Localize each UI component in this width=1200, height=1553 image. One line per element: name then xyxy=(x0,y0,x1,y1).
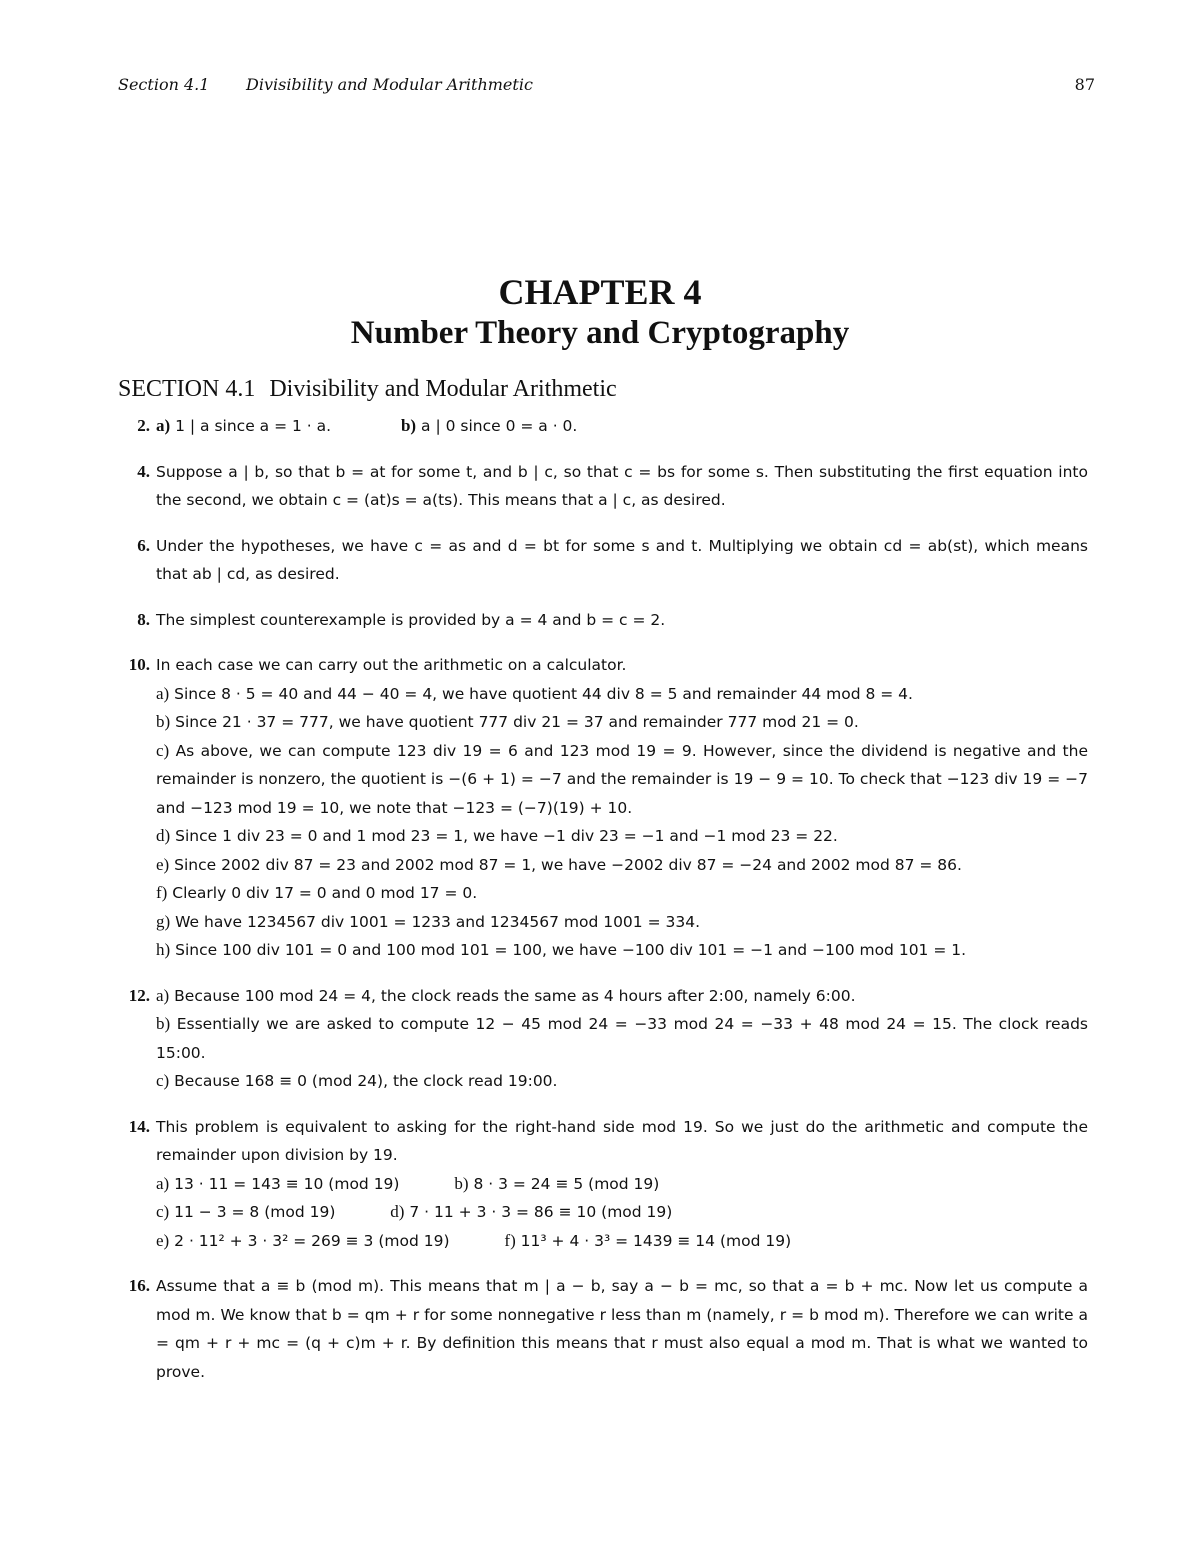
exercise-intro: In each case we can carry out the arithmetic on a calculator. xyxy=(156,656,627,674)
exercise-text: The simplest counterexample is provided by a = 4 and b = c = 2. xyxy=(156,610,666,629)
exercise-parts-row xyxy=(156,1227,1088,1256)
exercise-16 xyxy=(118,1272,1088,1386)
exercise-part-c xyxy=(156,1067,1088,1096)
exercise-intro: This problem is equivalent to asking for the right-hand side mod 19. So we just do the arithmetic and compute the remainder upon division by 19. xyxy=(156,1117,1088,1164)
part-label: c) xyxy=(156,1202,170,1221)
part-label: b) xyxy=(156,712,171,731)
part-text: Since 8 · 5 = 40 and 44 − 40 = 4, we have quotient 44 div 8 = 5 and remainder 44 mod 8 = 4. xyxy=(174,684,913,703)
exercise-part-a xyxy=(156,982,1088,1011)
exercise-14 xyxy=(118,1113,1088,1256)
exercise-number: 16. xyxy=(128,1276,150,1295)
running-head-title: Divisibility and Modular Arithmetic xyxy=(246,75,533,94)
part-text: Because 100 mod 24 = 4, the clock reads the same as 4 hours after 2:00, namely 6:00. xyxy=(174,986,856,1005)
part-label: a) xyxy=(156,1173,170,1193)
running-head xyxy=(118,75,1095,99)
exercise-part-g xyxy=(156,908,1088,937)
part-label: f) xyxy=(156,883,168,902)
part-text: 8 · 3 = 24 ≡ 5 (mod 19) xyxy=(473,1174,660,1193)
exercise-number: 14. xyxy=(128,1116,150,1136)
exercise-2 xyxy=(118,412,1088,441)
part-label: b) xyxy=(156,1014,171,1033)
part-text: 2 · 11² + 3 · 3² = 269 ≡ 3 (mod 19) xyxy=(174,1231,450,1250)
exercise-line xyxy=(156,412,1088,441)
part-text: a | 0 since 0 = a · 0. xyxy=(421,417,578,435)
exercise-number: 4. xyxy=(137,461,150,481)
part-label: d) xyxy=(390,1202,405,1221)
exercise-part-e xyxy=(156,851,1088,880)
part-label: a) xyxy=(156,683,170,703)
chapter-title: Number Theory and Cryptography xyxy=(350,315,850,351)
exercise-list xyxy=(118,412,1088,1403)
part-text: Since 21 · 37 = 777, we have quotient 777 div 21 = 37 and remainder 777 mod 21 = 0. xyxy=(175,713,859,731)
part-label: c) xyxy=(156,740,170,760)
part-text: 1 | a since a = 1 · a. xyxy=(175,417,332,435)
section-heading xyxy=(118,373,617,405)
exercise-text: Under the hypotheses, we have c = as and d = bt for some s and t. Multiplying we obtain cd = ab(st), which means that ab | cd, as desired. xyxy=(156,536,1088,583)
exercise-part-c xyxy=(156,737,1088,823)
section-title: Divisibility and Modular Arithmetic xyxy=(269,376,617,402)
part-text: As above, we can compute 123 div 19 = 6 and 123 mod 19 = 9. However, since the dividend is negative and the remainder is nonzero, the quotient is −(6 + 1) = −7 and the remainder is 19 − 9 = 10. To check that −123 div 19 = −7 and −123 mod 19 = 10, we note that −123 = (−7)(19) + 10. xyxy=(156,741,1088,817)
exercise-number: 6. xyxy=(137,535,150,555)
chapter-label: CHAPTER 4 xyxy=(498,272,702,312)
exercise-part-f xyxy=(156,879,1088,908)
section-number: SECTION 4.1 xyxy=(118,376,256,402)
exercise-10 xyxy=(118,651,1088,965)
part-text: Because 168 ≡ 0 (mod 24), the clock read 19:00. xyxy=(174,1072,558,1090)
exercise-parts-row xyxy=(156,1198,1088,1227)
part-label: a) xyxy=(156,416,171,435)
part-text: We have 1234567 div 1001 = 1233 and 1234567 mod 1001 = 334. xyxy=(175,912,701,931)
part-label: e) xyxy=(156,854,170,874)
part-text: 7 · 11 + 3 · 3 = 86 ≡ 10 (mod 19) xyxy=(409,1203,673,1221)
part-text: Essentially we are asked to compute 12 − 45 mod 24 = −33 mod 24 = −33 + 48 mod 24 = 15. The clock reads 15:00. xyxy=(156,1015,1088,1062)
part-label: e) xyxy=(156,1230,170,1250)
exercise-number: 10. xyxy=(128,655,150,674)
running-head-section: Section 4.1 xyxy=(118,75,210,94)
exercise-8 xyxy=(118,606,1088,635)
part-label: d) xyxy=(156,826,171,845)
exercise-parts-row xyxy=(156,1170,1088,1199)
exercise-text: Suppose a | b, so that b = at for some t, and b | c, so that c = bs for some s. Then substituting the first equation into the second, we obtain c = (at)s = a(ts). This means that a | c, as desired. xyxy=(156,462,1088,509)
exercise-12 xyxy=(118,982,1088,1096)
exercise-number: 12. xyxy=(128,985,150,1005)
exercise-number: 8. xyxy=(137,609,150,629)
exercise-part-h xyxy=(156,936,1088,965)
part-text: Clearly 0 div 17 = 0 and 0 mod 17 = 0. xyxy=(172,884,478,902)
part-label: f) xyxy=(504,1230,516,1250)
exercise-part-d xyxy=(156,822,1088,851)
exercise-text: Assume that a ≡ b (mod m). This means that m | a − b, say a − b = mc, so that a = b + mc. Now let us compute a mod m. We know that b = qm + r for some nonnegative r less than m (namely, r = b mod m). Therefore we can write a = qm + r + mc = (q + c)m + r. By definition this means that r must also equal a mod m. That is what we wanted to prove. xyxy=(156,1277,1088,1381)
exercise-part-a xyxy=(156,680,1088,709)
exercise-part-b xyxy=(156,708,1088,737)
part-text: 11 − 3 = 8 (mod 19) xyxy=(174,1203,336,1221)
part-label: g) xyxy=(156,911,171,931)
part-label: h) xyxy=(156,940,171,959)
part-label: a) xyxy=(156,985,170,1005)
page-number: 87 xyxy=(1074,75,1095,94)
part-text: Since 100 div 101 = 0 and 100 mod 101 = 100, we have −100 div 101 = −1 and −100 mod 101 = 1. xyxy=(175,941,967,959)
exercise-4 xyxy=(118,458,1088,515)
part-text: Since 2002 div 87 = 23 and 2002 mod 87 = 1, we have −2002 div 87 = −24 and 2002 mod 87 = 86. xyxy=(174,855,962,874)
part-label: b) xyxy=(400,416,417,435)
part-text: Since 1 div 23 = 0 and 1 mod 23 = 1, we have −1 div 23 = −1 and −1 mod 23 = 22. xyxy=(175,827,838,845)
part-label: c) xyxy=(156,1071,170,1090)
exercise-number: 2. xyxy=(137,416,150,435)
exercise-part-b xyxy=(156,1010,1088,1067)
part-text: 13 · 11 = 143 ≡ 10 (mod 19) xyxy=(174,1174,400,1193)
part-label: b) xyxy=(454,1173,469,1193)
part-text: 11³ + 4 · 3³ = 1439 ≡ 14 (mod 19) xyxy=(520,1231,792,1250)
exercise-6 xyxy=(118,532,1088,589)
